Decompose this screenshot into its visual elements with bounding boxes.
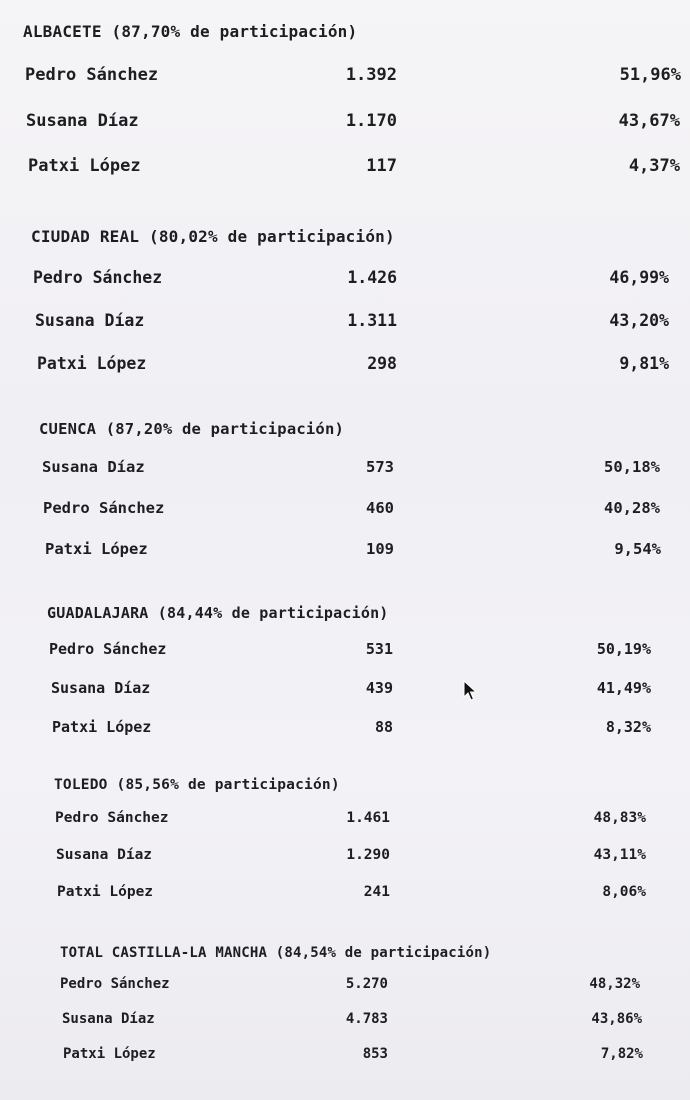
total-section-castilla-la-mancha <box>60 945 690 1066</box>
candidate-votes: 298 <box>367 354 397 373</box>
province-section-guadalajara <box>47 604 687 738</box>
candidate-votes: 1.311 <box>347 311 397 330</box>
candidate-percent: 9,54% <box>614 540 661 558</box>
candidate-name: Susana Díaz <box>51 679 151 697</box>
candidate-row <box>28 156 680 176</box>
candidate-row <box>45 540 685 560</box>
candidate-percent: 4,37% <box>628 156 680 176</box>
candidate-votes: 88 <box>374 718 393 736</box>
candidate-votes: 531 <box>365 640 393 658</box>
candidate-votes: 1.461 <box>346 810 390 826</box>
candidate-name: Pedro Sánchez <box>49 640 167 658</box>
candidate-votes: 109 <box>366 540 394 558</box>
section-title: CUENCA (87,20% de participación) <box>39 420 345 438</box>
candidate-percent: 41,49% <box>596 679 651 697</box>
candidate-percent: 9,81% <box>619 354 669 373</box>
candidate-name: Patxi López <box>57 884 154 900</box>
candidate-row <box>33 268 673 288</box>
section-title: TOLEDO (85,56% de participación) <box>54 777 340 793</box>
candidate-percent: 8,32% <box>605 718 651 736</box>
province-section-cuenca <box>39 420 679 560</box>
candidate-name: Patxi López <box>28 156 141 176</box>
candidate-votes: 5.270 <box>345 976 388 992</box>
section-title: CIUDAD REAL (80,02% de participación) <box>31 227 395 246</box>
candidate-name: Susana Díaz <box>62 1011 155 1027</box>
candidate-name: Susana Díaz <box>56 847 153 863</box>
candidate-name: Pedro Sánchez <box>43 499 165 517</box>
candidate-row <box>52 718 690 738</box>
candidate-votes: 117 <box>366 156 397 176</box>
province-section-albacete <box>23 22 681 176</box>
candidate-votes: 241 <box>363 884 390 900</box>
candidate-name: Pedro Sánchez <box>60 976 170 992</box>
candidate-percent: 50,18% <box>604 458 660 476</box>
candidate-name: Pedro Sánchez <box>55 810 169 826</box>
candidate-percent: 8,06% <box>602 884 646 900</box>
candidate-votes: 1.426 <box>347 268 397 287</box>
candidate-row <box>51 679 690 699</box>
candidate-votes: 4.783 <box>345 1011 388 1027</box>
candidate-votes: 1.392 <box>345 65 397 85</box>
candidate-percent: 48,83% <box>593 810 646 826</box>
candidate-percent: 43,20% <box>609 311 669 330</box>
candidate-percent: 40,28% <box>604 499 660 517</box>
province-section-toledo <box>54 777 690 904</box>
candidate-percent: 43,86% <box>591 1011 642 1027</box>
candidate-name: Susana Díaz <box>42 458 145 476</box>
candidate-votes: 439 <box>365 679 393 697</box>
candidate-row <box>37 354 677 374</box>
candidate-row <box>55 810 690 830</box>
candidate-name: Patxi López <box>37 354 147 373</box>
candidate-percent: 48,32% <box>589 976 640 992</box>
section-title: ALBACETE (87,70% de participación) <box>23 22 358 41</box>
candidate-row <box>63 1046 690 1066</box>
section-title: GUADALAJARA (84,44% de participación) <box>47 604 389 622</box>
candidate-row <box>42 458 682 478</box>
candidate-percent: 7,82% <box>600 1046 643 1062</box>
candidate-percent: 50,19% <box>596 640 651 658</box>
candidate-name: Pedro Sánchez <box>25 65 159 85</box>
candidate-name: Pedro Sánchez <box>33 268 163 287</box>
candidate-row <box>43 499 683 519</box>
candidate-votes: 460 <box>366 499 394 517</box>
candidate-votes: 573 <box>366 458 394 476</box>
candidate-percent: 43,67% <box>618 111 680 131</box>
section-title: TOTAL CASTILLA-LA MANCHA (84,54% de participación) <box>60 945 492 961</box>
candidate-votes: 1.290 <box>346 847 390 863</box>
candidate-percent: 51,96% <box>619 65 681 85</box>
candidate-row <box>35 311 675 331</box>
candidate-name: Susana Díaz <box>35 311 145 330</box>
candidate-row <box>62 1011 690 1031</box>
candidate-percent: 43,11% <box>593 847 646 863</box>
candidate-row <box>25 65 681 85</box>
candidate-row <box>26 111 680 131</box>
candidate-votes: 1.170 <box>345 111 397 131</box>
candidate-name: Patxi López <box>45 540 148 558</box>
candidate-votes: 853 <box>362 1046 388 1062</box>
candidate-name: Susana Díaz <box>26 111 139 131</box>
candidate-row <box>49 640 689 660</box>
candidate-percent: 46,99% <box>609 268 669 287</box>
candidate-name: Patxi López <box>52 718 152 736</box>
candidate-row <box>57 884 690 904</box>
candidate-row <box>56 847 690 867</box>
candidate-name: Patxi López <box>63 1046 156 1062</box>
province-section-ciudad-real <box>31 227 671 374</box>
arrow-pointer-icon <box>463 680 477 702</box>
candidate-row <box>60 976 690 996</box>
